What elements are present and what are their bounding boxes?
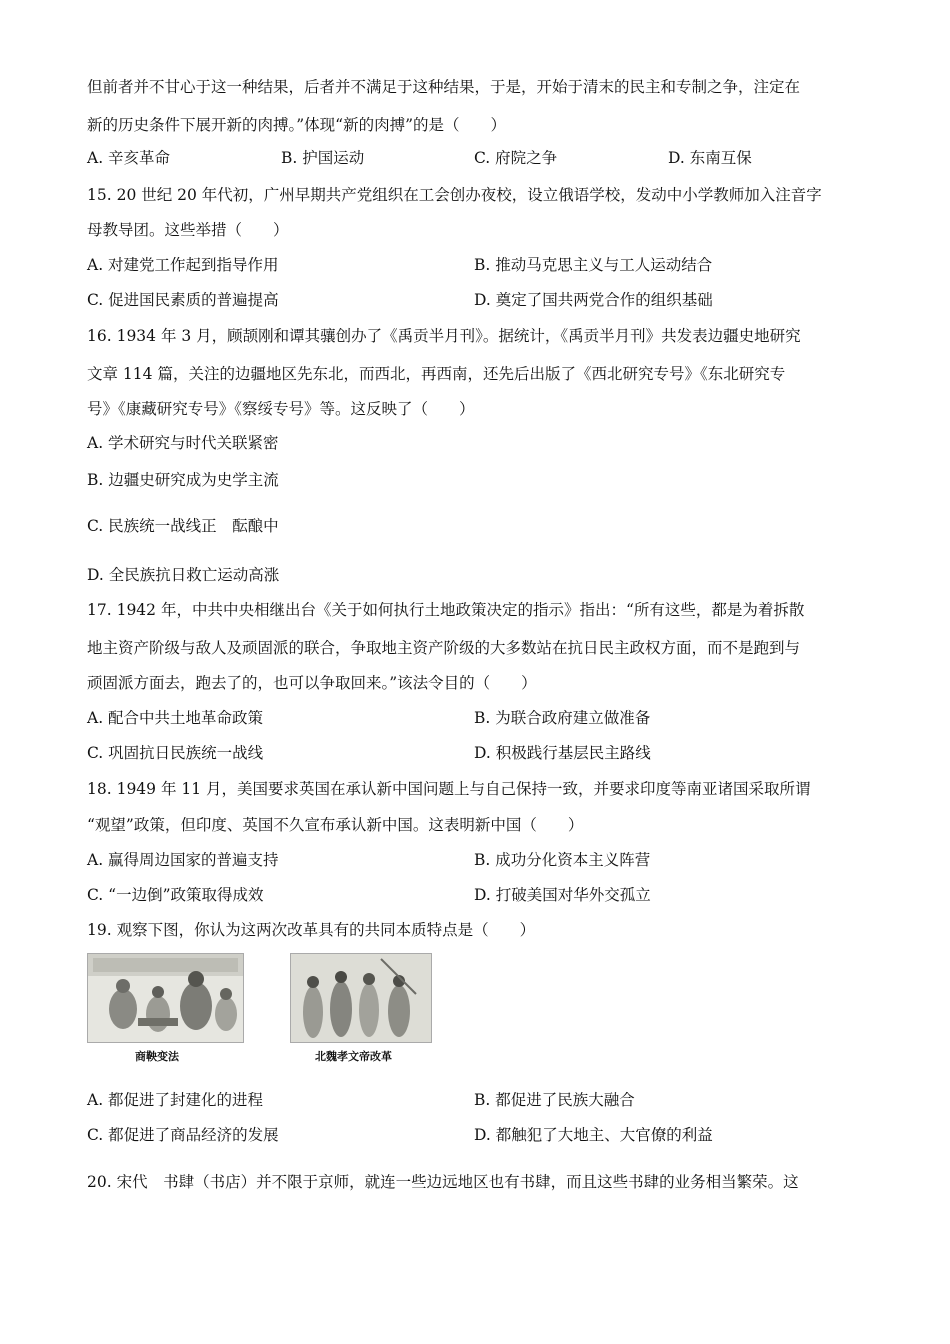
q15-stem-line-2: 母教导团。这些举措（ ）: [87, 221, 289, 239]
q14-option-c[interactable]: C. 府院之争: [474, 149, 558, 167]
q17-option-c[interactable]: C. 巩固抗日民族统一战线: [87, 744, 264, 762]
shang-yang-reform-illustration: [87, 953, 244, 1043]
q16-stem-line-1: 16. 1934 年 3 月，顾颉刚和谭其骧创办了《禹贡半月刊》。据统计，《禹贡半月刊》共发表边疆史地研究: [87, 327, 801, 345]
q16-option-a[interactable]: A. 学术研究与时代关联紧密: [87, 434, 279, 452]
q18-stem-line-2: “观望”政策，但印度、英国不久宣布承认新中国。这表明新中国（ ）: [87, 816, 584, 834]
q19-stem-line-1: 19. 观察下图，你认为这两次改革具有的共同本质特点是（ ）: [87, 921, 536, 939]
q16-option-d[interactable]: D. 全民族抗日救亡运动高涨: [87, 566, 280, 584]
q14-stem-line-2: 新的历史条件下展开新的肉搏。”体现“新的肉搏”的是（ ）: [87, 116, 507, 134]
q14-stem-line-1: 但前者并不甘心于这一种结果，后者并不满足于这种结果，于是，开始于清末的民主和专制之争，注定在: [87, 78, 801, 96]
q16-option-c[interactable]: C. 民族统一战线正 酝酿中: [87, 517, 279, 535]
q14-option-b[interactable]: B. 护国运动: [281, 149, 365, 167]
figure-caption-xiaowen: 北魏孝文帝改革: [315, 1050, 392, 1063]
q14-option-a[interactable]: A. 辛亥革命: [87, 149, 171, 167]
q18-option-d[interactable]: D. 打破美国对华外交孤立: [474, 886, 651, 904]
q18-option-b[interactable]: B. 成功分化资本主义阵营: [474, 851, 651, 869]
q16-stem-line-3: 号》《康藏研究专号》《察绥专号》等。这反映了（ ）: [87, 400, 475, 418]
q15-option-c[interactable]: C. 促进国民素质的普遍提高: [87, 291, 279, 309]
q18-stem-line-1: 18. 1949 年 11 月，美国要求英国在承认新中国问题上与自己保持一致，并要求印度等南亚诸国采取所谓: [87, 780, 811, 798]
q15-option-d[interactable]: D. 奠定了国共两党合作的组织基础: [474, 291, 713, 309]
q17-stem-line-1: 17. 1942 年，中共中央相继出台《关于如何执行土地政策决定的指示》指出：“所有这些，都是为着拆散: [87, 601, 805, 619]
q19-option-d[interactable]: D. 都触犯了大地主、大官僚的利益: [474, 1126, 713, 1144]
q16-option-b[interactable]: B. 边疆史研究成为史学主流: [87, 471, 279, 489]
q18-option-c[interactable]: C. “一边倒”政策取得成效: [87, 886, 264, 904]
q17-option-b[interactable]: B. 为联合政府建立做准备: [474, 709, 651, 727]
q15-stem-line-1: 15. 20 世纪 20 年代初，广州早期共产党组织在工会创办夜校，设立俄语学校，发动中小学教师加入注音字: [87, 186, 822, 204]
figure-caption-shang-yang: 商鞅变法: [135, 1050, 179, 1063]
q19-option-b[interactable]: B. 都促进了民族大融合: [474, 1091, 635, 1109]
q18-option-a[interactable]: A. 赢得周边国家的普遍支持: [87, 851, 279, 869]
q19-option-c[interactable]: C. 都促进了商品经济的发展: [87, 1126, 279, 1144]
q17-option-d[interactable]: D. 积极践行基层民主路线: [474, 744, 651, 762]
q17-option-a[interactable]: A. 配合中共土地革命政策: [87, 709, 264, 727]
q17-stem-line-2: 地主资产阶级与敌人及顽固派的联合，争取地主资产阶级的大多数站在抗日民主政权方面，而不是跑到与: [87, 639, 801, 657]
q14-option-d[interactable]: D. 东南互保: [668, 149, 752, 167]
q15-option-b[interactable]: B. 推动马克思主义与工人运动结合: [474, 256, 713, 274]
q15-option-a[interactable]: A. 对建党工作起到指导作用: [87, 256, 279, 274]
q19-option-a[interactable]: A. 都促进了封建化的进程: [87, 1091, 264, 1109]
q20-stem-line-1: 20. 宋代 书肆（书店）并不限于京师，就连一些边远地区也有书肆，而且这些书肆的业务相当繁荣。这: [87, 1173, 799, 1191]
q17-stem-line-3: 顽固派方面去，跑去了的，也可以争取回来。”该法令目的（ ）: [87, 674, 537, 692]
q16-stem-line-2: 文章 114 篇，关注的边疆地区先东北，而西北，再西南，还先后出版了《西北研究专号》《东北研究专: [87, 365, 786, 383]
xiaowen-reform-illustration: [290, 953, 432, 1043]
